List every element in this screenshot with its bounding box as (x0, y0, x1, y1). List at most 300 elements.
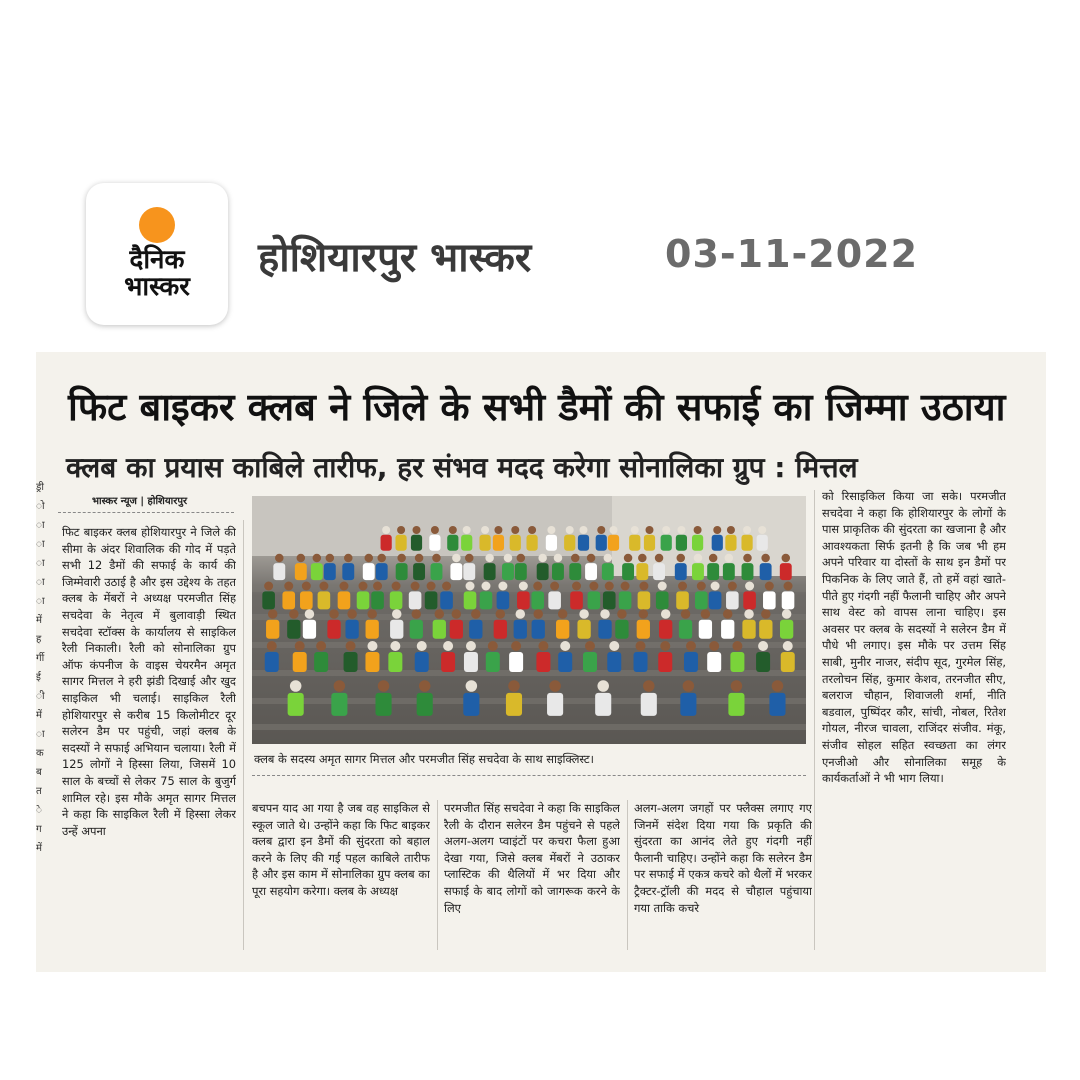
cyclist-figure (342, 563, 354, 580)
cyclist-head (600, 609, 610, 619)
cyclist-figure (293, 652, 307, 672)
cyclist-figure (425, 591, 438, 609)
cyclist-head (427, 582, 436, 591)
cyclist-head (326, 554, 335, 563)
cyclist-head (275, 554, 284, 563)
cyclist-figure (578, 535, 589, 551)
cyclist-head (660, 641, 670, 651)
cyclist-figure (602, 563, 614, 580)
cyclist-figure (695, 591, 708, 609)
cyclist-head (452, 609, 462, 619)
cyclist-head (346, 641, 356, 651)
cyclist-figure (556, 620, 569, 639)
cyclist-figure (282, 591, 295, 609)
cyclist-head (481, 526, 489, 534)
cyclist-figure (450, 620, 463, 639)
cyclist-head (604, 554, 613, 563)
cyclist-figure (464, 652, 478, 672)
cyclist-head (662, 526, 670, 534)
cyclist-figure (440, 591, 453, 609)
cyclist-head (547, 526, 555, 534)
cyclist-figure (287, 620, 300, 639)
cyclist-figure (311, 563, 323, 580)
cyclist-head (411, 582, 420, 591)
cyclist-figure (558, 652, 572, 672)
cyclist-head (471, 609, 481, 619)
cyclist-head (443, 641, 453, 651)
cyclist-head (365, 554, 374, 563)
cyclist-figure (314, 652, 328, 672)
cyclist-head (572, 582, 581, 591)
cyclist-figure (638, 591, 651, 609)
cyclist-figure (637, 620, 650, 639)
photo-scene (252, 496, 806, 744)
cyclist-head (511, 526, 519, 534)
cyclist-figure (780, 563, 792, 580)
cyclist-head (711, 582, 720, 591)
cyclist-figure (619, 591, 632, 609)
cyclist-head (723, 609, 733, 619)
cyclist-figure (756, 652, 770, 672)
cyclist-figure (675, 563, 687, 580)
cyclist-figure (479, 535, 490, 551)
cyclist-head (709, 554, 718, 563)
cyclist-figure (622, 563, 634, 580)
cyclist-figure (699, 620, 712, 639)
cyclist-head (466, 582, 475, 591)
cyclist-head (597, 526, 605, 534)
cyclist-figure (265, 652, 279, 672)
cyclist-figure (596, 535, 607, 551)
cyclist-figure (743, 591, 756, 609)
cyclist-figure (569, 563, 581, 580)
cyclist-head (772, 680, 784, 692)
cyclist-figure (603, 591, 616, 609)
cyclist-head (485, 554, 494, 563)
cyclist-figure (357, 591, 370, 609)
article-column-2: बचपन याद आ गया है जब वह साइकिल से स्कूल जाते थे। उन्होंने कहा कि फिट बाइकर क्लब द्वारा इन डैमों की सुंदरता को बहाल करने के लिए की गई पहल काबिले तारीफ है और इस काम में सोनालिका ग्रुप क्लब का पूरा सहयोग करेगा। क्लब के अध्यक्ष (252, 801, 430, 898)
cyclist-head (560, 641, 570, 651)
cyclist-figure (502, 563, 514, 580)
cyclist-head (745, 582, 754, 591)
cyclist-figure (742, 563, 754, 580)
cyclist-head (743, 554, 752, 563)
cyclist-head (609, 641, 619, 651)
cyclist-head (677, 554, 686, 563)
cyclist-figure (433, 620, 446, 639)
cyclist-head (761, 554, 770, 563)
cyclist-head (517, 554, 526, 563)
cyclist-head (681, 609, 691, 619)
cyclist-head (571, 554, 580, 563)
cyclist-head (508, 680, 520, 692)
cyclist-head (761, 609, 771, 619)
cyclist-figure (396, 563, 408, 580)
cyclist-head (442, 582, 451, 591)
cyclist-head (533, 609, 543, 619)
cyclist-figure (608, 535, 619, 551)
cyclist-head (347, 609, 357, 619)
cyclist-figure (417, 693, 433, 716)
cyclist-head (297, 554, 306, 563)
cyclist-head (334, 680, 346, 692)
cyclist-head (316, 641, 326, 651)
cyclist-figure (327, 620, 340, 639)
cyclist-figure (366, 620, 379, 639)
cyclist-figure (486, 652, 500, 672)
article-column-1: फिट बाइकर क्लब होशियारपुर ने जिले की सीमा के अंदर शिवालिक की गोद में पड़ते सभी 12 डैमों की सफाई के कार्य की जिम्मेवारी उठाई है और इस उद्देश्य के तहत क्लब के मेंबरों ने अध्यक्ष परमजीत सिंह सचदेवा के नेतृत्व में बुलावाड़ी स्थित सचदेवा स्टॉक्स के कार्यालय से साइकिल रैली निकाली। रैली को सोनालिका ग्रुप ऑफ कंपनीज के वाइस चेयरमैन अमृत सागर मित्तल ने हरी झंडी दिखाई और खुद साइकिल भी चलाई। साइकिल रैली होशियारपुर से करीब 15 किलोमीटर दूर सलेरन डैम पर पहुंची, जहां क्लब के सदस्यों ने सफाई अभियान चलाया। रैली में 125 लोगों ने हिस्सा लिया, जिसमें 10 साल के बच्चों से लेकर 75 साल के बुजुर्ग शामिल रहे। इस मौके अमृत सागर मित्तल ने कहा कि साइकिल रैली में हिस्सा लेकर उन्हें अपना (62, 525, 236, 838)
cyclist-figure (273, 563, 285, 580)
cyclist-figure (615, 620, 628, 639)
cyclist-head (725, 554, 734, 563)
cyclist-figure (494, 620, 507, 639)
cyclist-head (683, 680, 695, 692)
article-headline: फिट बाइकर क्लब ने जिले के सभी डैमों की सफाई का जिम्मा उठाया (68, 385, 1006, 429)
cyclist-figure (450, 563, 462, 580)
cyclist-figure (371, 591, 384, 609)
cyclist-figure (324, 563, 336, 580)
cyclist-head (558, 609, 568, 619)
cyclist-head (419, 680, 431, 692)
cyclist-head (610, 526, 618, 534)
cyclist-head (367, 641, 377, 651)
cyclist-figure (546, 535, 557, 551)
cyclist-figure (782, 591, 795, 609)
cyclist-figure (725, 535, 736, 551)
cyclist-figure (517, 591, 530, 609)
cyclist-figure (363, 563, 375, 580)
cyclist-head (645, 526, 653, 534)
cyclist-head (638, 554, 647, 563)
cyclist-head (528, 526, 536, 534)
cyclist-head (587, 554, 596, 563)
cyclist-head (694, 526, 702, 534)
cyclist-head (465, 554, 474, 563)
cyclist-head (359, 582, 368, 591)
cyclist-head (728, 582, 737, 591)
adjacent-column-edge: ड्री ो ा ा ा ा ा में ह र्गी ई ी में ा क ब त े ग में (36, 482, 45, 854)
cyclist-figure (303, 620, 316, 639)
cyclist-head (511, 641, 521, 651)
column-divider (814, 490, 815, 950)
cyclist-head (549, 680, 561, 692)
article-column-5: को रिसाइकिल किया जा सके। परमजीत सचदेवा ने कहा कि होशियारपुर के लोगों के पास प्राकृतिक की सुंदरता का खजाना है और आवश्यकता सिर्फ इतनी है कि जब भी हम अपने परिवार या दोस्तों के साथ इन डैमों पर पिकनिक के लिए जाते हैं, तो हमें वहां खाते-पीते हुए गंदगी नहीं फैलानी चाहिए और अपने साथ वेस्ट को वापस लाना चाहिए। इस अवसर पर क्लब के सदस्यों ने सलेरन डैम में पौधे भी लगाए। इस मौके पर उत्तम सिंह साबी, मुनीर नाजर, संदीप सूद, गुरमेल सिंह, तरलोचन सिंह, कुमार केशव, तरनजीत सीए, बलराज चौहान, शिवाजली शर्मा, नीति बडवाल, पुष्पिंदर कौर, सांची, नोबल, रितेश गोयल, नीरज चावला, राजिंदर संजीव. मंकू, संजीव सोहल सहित स्वच्छता का लंगर एनजीओ और सोनालिका समूह के कार्यकर्ताओं ने भी भाग लिया। (822, 489, 1006, 786)
cyclist-head (412, 609, 422, 619)
cyclist-head (392, 609, 402, 619)
cyclist-figure (781, 652, 795, 672)
cyclist-head (579, 526, 587, 534)
cyclist-head (463, 526, 471, 534)
cyclist-head (344, 554, 353, 563)
cyclist-figure (464, 591, 477, 609)
cyclist-figure (390, 591, 403, 609)
cyclist-head (743, 526, 751, 534)
cyclist-figure (741, 535, 752, 551)
cyclist-head (782, 609, 792, 619)
cyclist-figure (707, 563, 719, 580)
cyclist-head (339, 582, 348, 591)
cyclist-head (417, 641, 427, 651)
cyclist-head (731, 680, 743, 692)
cyclist-figure (415, 652, 429, 672)
article-column-3: परमजीत सिंह सचदेवा ने कहा कि साइकिल रैली के दौरान सलेरन डैम पहुंचने से पहले अलग-अलग प्वाइंटों पर कचरा फैला हुआ देखा गया, जिसे क्लब मेंबरों ने उठाकर प्लास्टिक की थैलियों में भर दिया और सफाई के बाद लोगों को जागरूक करने के लिए (444, 801, 620, 915)
cyclist-head (697, 582, 706, 591)
cyclist-figure (634, 652, 648, 672)
cyclist-figure (429, 535, 440, 551)
cyclist-figure (266, 620, 279, 639)
cyclist-head (782, 554, 791, 563)
cyclist-figure (552, 563, 564, 580)
article-subheadline: क्लब का प्रयास काबिले तारीफ, हर संभव मदद करेगा सोनालिका ग्रुप : मित्तल (66, 451, 858, 484)
cyclist-figure (780, 620, 793, 639)
cyclist-figure (679, 620, 692, 639)
cyclist-figure (531, 591, 544, 609)
cyclist-figure (721, 620, 734, 639)
caption-divider (252, 775, 806, 776)
edition-date: 03-11-2022 (665, 232, 919, 276)
cyclist-head (268, 609, 278, 619)
cyclist-figure (413, 563, 425, 580)
cyclist-head (264, 582, 273, 591)
cyclist-figure (410, 620, 423, 639)
cyclist-head (631, 526, 639, 534)
cyclist-figure (757, 535, 768, 551)
cyclist-head (585, 641, 595, 651)
logo-line-2: भास्कर (124, 272, 190, 302)
cyclist-figure (441, 652, 455, 672)
cyclist-figure (318, 591, 331, 609)
cyclist-head (329, 609, 339, 619)
sun-logo-icon (139, 207, 175, 243)
cyclist-figure (676, 591, 689, 609)
cyclist-head (289, 609, 299, 619)
cyclist-figure (484, 563, 496, 580)
cyclist-figure (742, 620, 755, 639)
cyclist-head (488, 641, 498, 651)
cyclist-figure (288, 693, 304, 716)
cyclist-figure (726, 591, 739, 609)
cyclist-figure (510, 535, 521, 551)
cyclist-head (727, 526, 735, 534)
cyclist-head (267, 641, 277, 651)
cyclist-figure (676, 535, 687, 551)
cyclist-head (597, 680, 609, 692)
cyclist-figure (463, 693, 479, 716)
cyclist-head (658, 582, 667, 591)
cyclist-figure (390, 620, 403, 639)
cyclist-head (732, 641, 742, 651)
cyclist-head (313, 554, 322, 563)
cyclist-head (643, 680, 655, 692)
cyclist-figure (506, 693, 522, 716)
cyclist-figure (381, 535, 392, 551)
cyclist-figure (712, 535, 723, 551)
cyclist-figure (548, 591, 561, 609)
cyclist-figure (395, 535, 406, 551)
cyclist-head (605, 582, 614, 591)
cyclist-head (397, 554, 406, 563)
cyclist-figure (728, 693, 744, 716)
cyclist-figure (480, 591, 493, 609)
cyclist-figure (365, 652, 379, 672)
cyclist-figure (723, 563, 735, 580)
cyclist-head (302, 582, 311, 591)
cyclist-head (432, 554, 441, 563)
cyclist-figure (262, 591, 275, 609)
cyclist-figure (607, 652, 621, 672)
cyclist-head (435, 609, 445, 619)
cyclist-figure (636, 563, 648, 580)
cyclist-figure (375, 693, 391, 716)
cyclist-figure (763, 591, 776, 609)
cyclist-head (709, 641, 719, 651)
cyclist-figure (570, 591, 583, 609)
cyclist-figure (641, 693, 657, 716)
cyclist-head (373, 582, 382, 591)
cyclist-figure (629, 535, 640, 551)
cyclist-figure (653, 563, 665, 580)
cyclist-head (538, 641, 548, 651)
cyclist-head (538, 554, 547, 563)
cyclist-figure (595, 693, 611, 716)
cyclist-figure (759, 620, 772, 639)
cyclist-head (661, 609, 671, 619)
cyclist-head (290, 680, 302, 692)
column-divider (437, 800, 438, 950)
cyclist-figure (769, 693, 785, 716)
article-column-4: अलग-अलग जगहों पर फ्लैक्स लगाए गए जिनमें संदेश दिया गया कि प्रकृति की सुंदरता का आनंद लेते हुए गंदगी नहीं फैलानी चाहिए। उन्होंने कहा कि सलेरन डैम पर सफाई में एकत्र कचरे को थैलों में भरकर ट्रैक्टर-ट्रॉली की मदद से चौहाल पहुंचाया गया ताकि कचरे (634, 801, 812, 915)
cyclist-figure (656, 591, 669, 609)
cyclist-figure (514, 620, 527, 639)
cyclist-head (783, 641, 793, 651)
cyclist-figure (585, 563, 597, 580)
cyclist-head (686, 641, 696, 651)
cyclist-head (758, 526, 766, 534)
cyclist-head (431, 526, 439, 534)
cyclist-head (466, 680, 478, 692)
cyclist-figure (515, 563, 527, 580)
cyclist-head (639, 609, 649, 619)
cyclist-figure (344, 652, 358, 672)
cyclist-figure (760, 563, 772, 580)
cyclist-figure (588, 591, 601, 609)
logo-line-1: दैनिक (129, 245, 185, 275)
cyclist-head (378, 680, 390, 692)
cyclist-figure (345, 620, 358, 639)
cyclist-head (550, 582, 559, 591)
cyclist-figure (411, 535, 422, 551)
group-photo-cyclists (252, 496, 806, 744)
cyclist-figure (644, 535, 655, 551)
cyclist-head (305, 609, 315, 619)
edition-title: होशियारपुर भास्कर (258, 235, 532, 281)
cyclist-figure (707, 652, 721, 672)
cyclist-head (377, 554, 386, 563)
cyclist-figure (564, 535, 575, 551)
cyclist-figure (661, 535, 672, 551)
cyclist-head (452, 554, 461, 563)
cyclist-head (498, 582, 507, 591)
cyclist-figure (659, 620, 672, 639)
cyclist-head (784, 582, 793, 591)
cyclist-head (624, 554, 633, 563)
cyclist-figure (295, 563, 307, 580)
cyclist-figure (469, 620, 482, 639)
cyclist-figure (509, 652, 523, 672)
cyclist-figure (658, 652, 672, 672)
cyclist-figure (692, 535, 703, 551)
dainik-bhaskar-logo (86, 183, 228, 325)
cyclist-figure (583, 652, 597, 672)
cyclist-head (481, 582, 490, 591)
cyclist-head (533, 582, 542, 591)
cyclist-figure (684, 652, 698, 672)
cyclist-figure (577, 620, 590, 639)
cyclist-figure (331, 693, 347, 716)
cyclist-head (449, 526, 457, 534)
cyclist-figure (300, 591, 313, 609)
cyclist-figure (447, 535, 458, 551)
article-byline: भास्कर न्यूज | होशियारपुर (92, 496, 188, 507)
cyclist-head (466, 641, 476, 651)
cyclist-head (504, 554, 512, 563)
cyclist-head (677, 526, 685, 534)
cyclist-head (621, 582, 630, 591)
cyclist-head (319, 582, 328, 591)
cyclist-head (579, 609, 589, 619)
cyclist-head (284, 582, 293, 591)
cyclist-head (367, 609, 377, 619)
cyclist-figure (461, 535, 472, 551)
cyclist-head (494, 526, 502, 534)
cyclist-figure (537, 563, 549, 580)
cyclist-figure (493, 535, 504, 551)
cyclist-head (636, 641, 646, 651)
cyclist-head (678, 582, 687, 591)
cyclist-figure (532, 620, 545, 639)
cyclist-figure (547, 693, 563, 716)
cyclist-figure (536, 652, 550, 672)
cyclist-head (765, 582, 774, 591)
cyclist-head (554, 554, 563, 563)
cyclist-head (744, 609, 754, 619)
cyclist-figure (388, 652, 402, 672)
cyclist-head (382, 526, 390, 534)
cyclist-head (694, 554, 703, 563)
cyclist-figure (497, 591, 510, 609)
cyclist-head (566, 526, 574, 534)
byline-divider (58, 512, 234, 513)
cyclist-head (639, 582, 648, 591)
cyclist-head (655, 554, 664, 563)
photo-caption: क्लब के सदस्य अमृत सागर मित्तल और परमजीत सिंह सचदेवा के साथ साइक्लिस्ट। (254, 752, 594, 766)
cyclist-figure (709, 591, 722, 609)
cyclist-head (390, 641, 400, 651)
cyclist-head (589, 582, 598, 591)
cyclist-figure (526, 535, 537, 551)
cyclist-head (758, 641, 768, 651)
cyclist-figure (692, 563, 704, 580)
cyclist-figure (463, 563, 475, 580)
cyclist-head (701, 609, 711, 619)
cyclist-head (519, 582, 528, 591)
cyclist-head (617, 609, 627, 619)
cyclist-figure (730, 652, 744, 672)
cyclist-figure (338, 591, 351, 609)
column-divider (243, 520, 244, 950)
cyclist-head (496, 609, 506, 619)
cyclist-head (413, 526, 421, 534)
